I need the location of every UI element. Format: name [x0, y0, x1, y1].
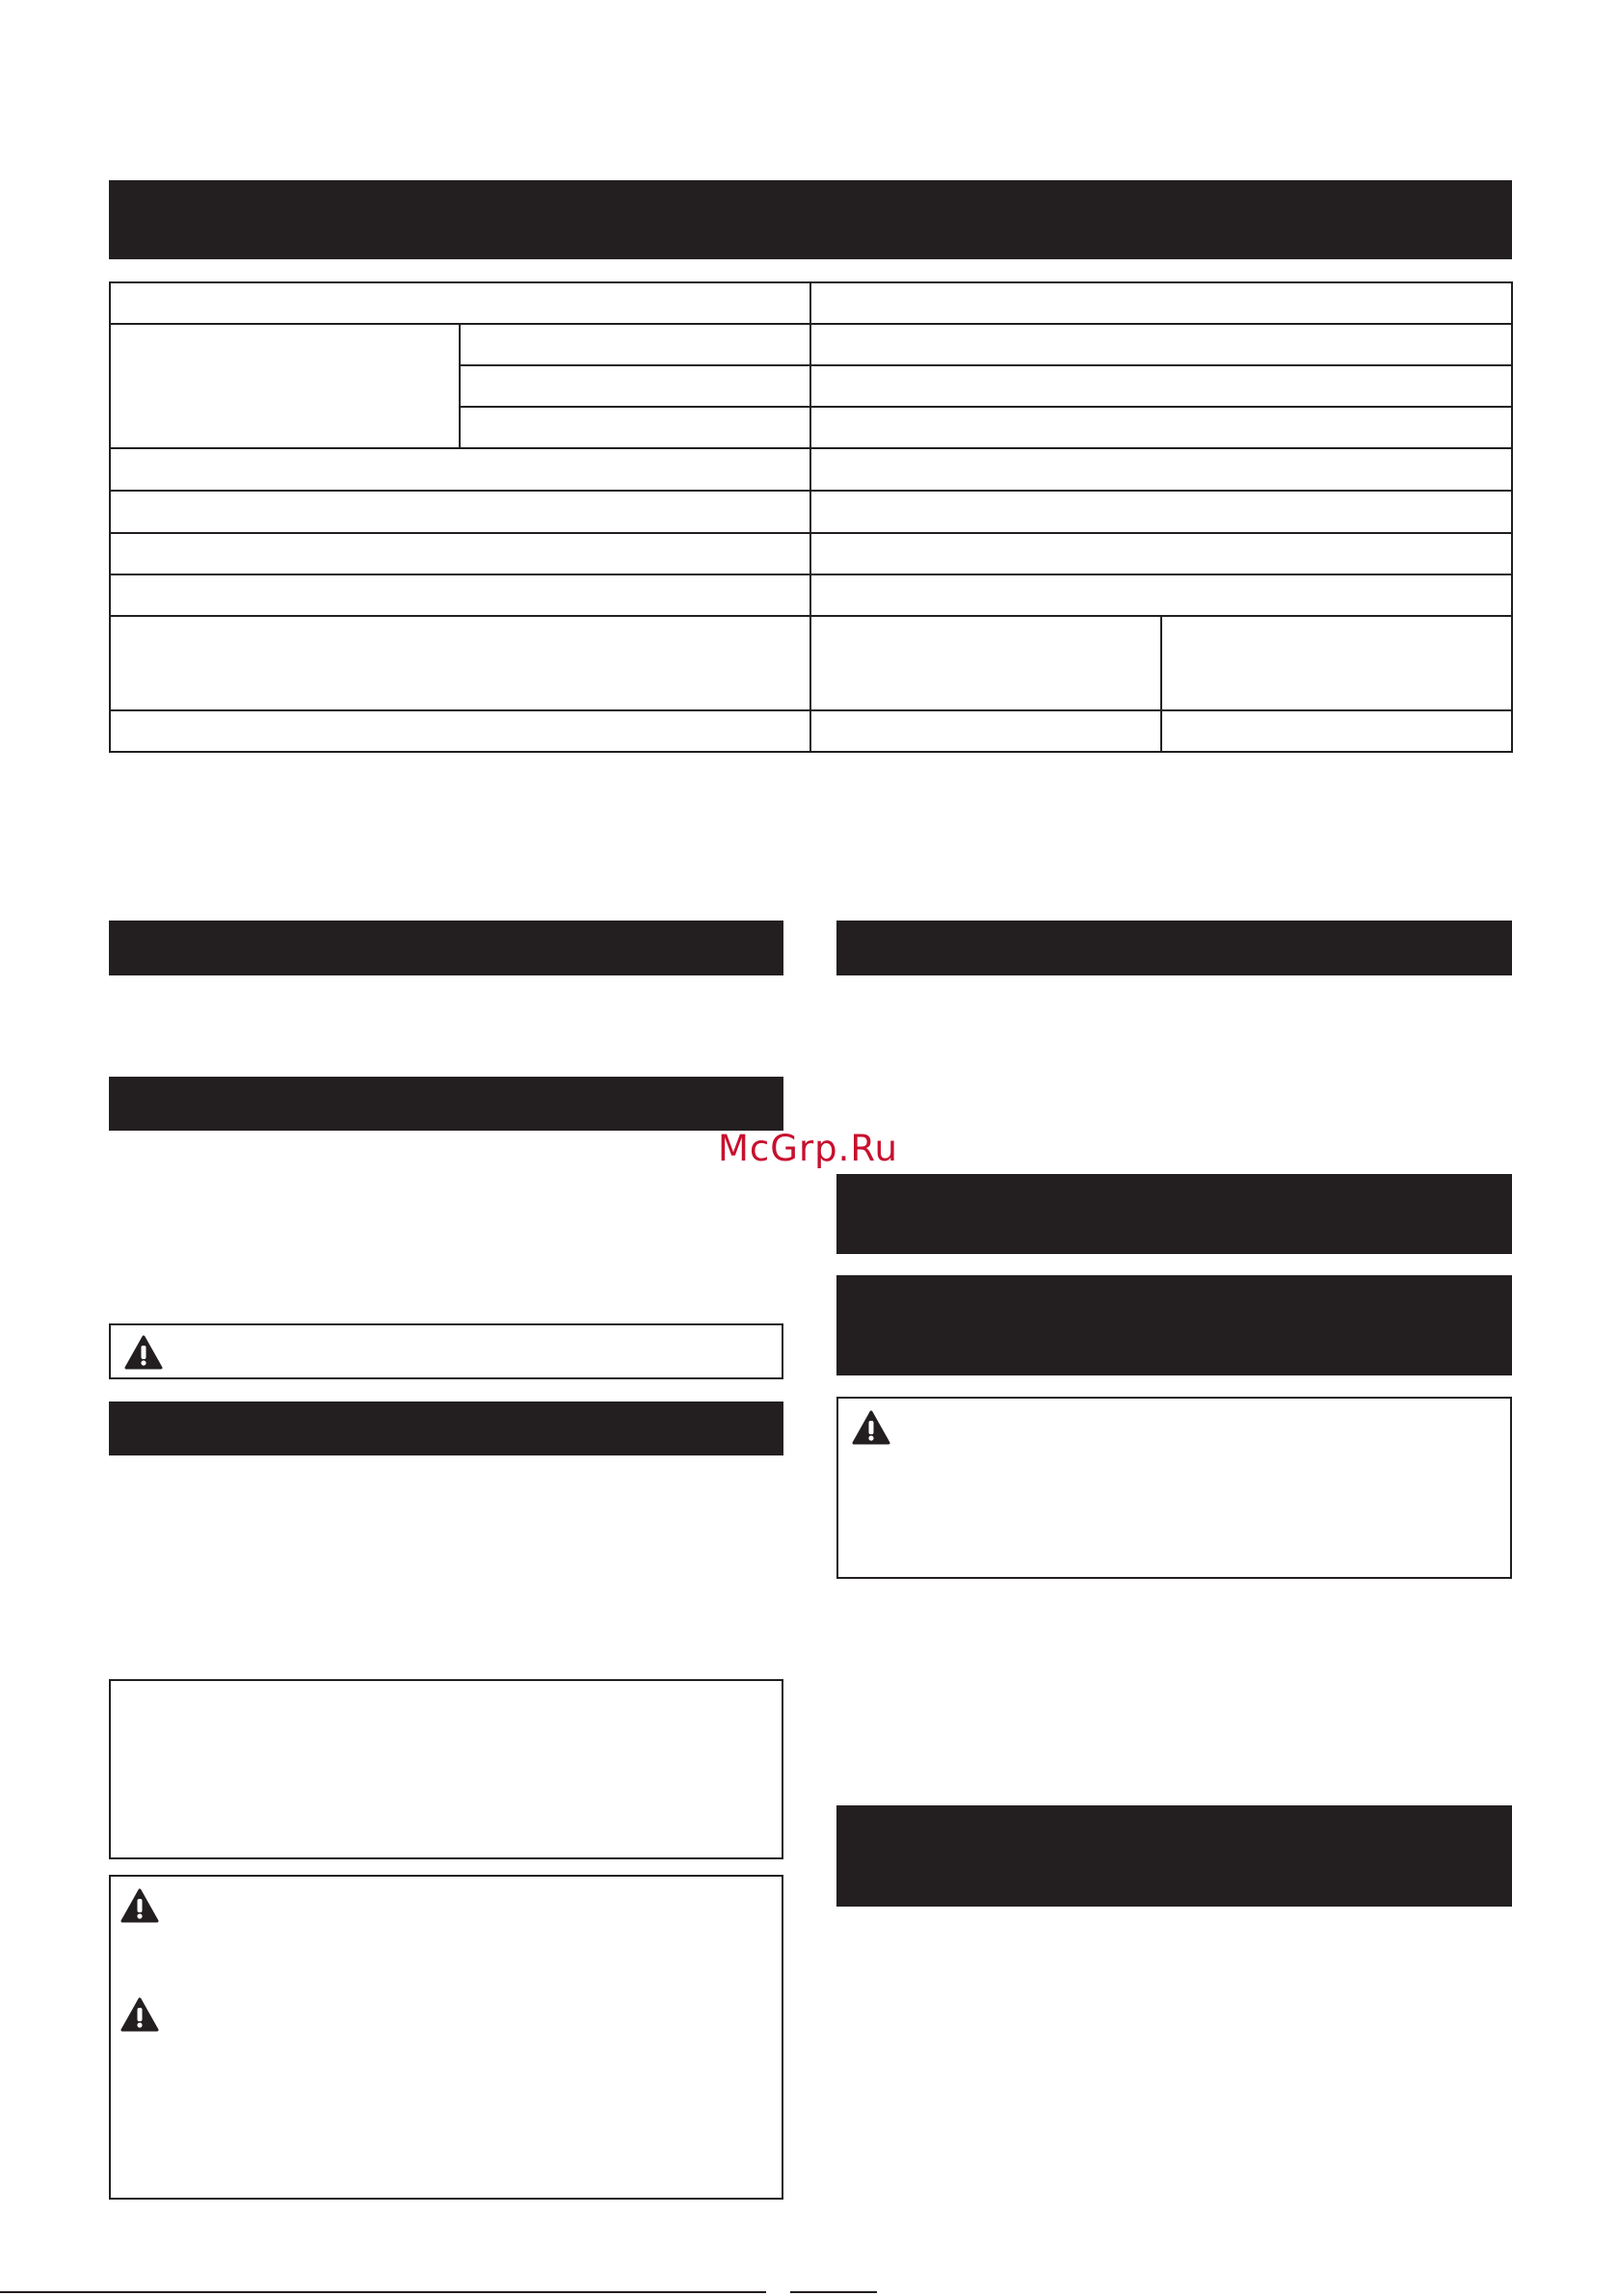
specifications-table [109, 281, 1513, 753]
table-row [110, 324, 1512, 365]
table-cell [810, 616, 1161, 710]
table-row [110, 616, 1512, 710]
table-cell [810, 324, 1512, 365]
left-section-header-3 [109, 1402, 783, 1455]
table-cell [110, 324, 460, 448]
table-cell [810, 533, 1512, 574]
right-section-header-2 [836, 1174, 1512, 1254]
footer-rule [790, 2291, 877, 2293]
watermark: McGrp.Ru [718, 1128, 898, 1169]
table-cell [810, 407, 1512, 448]
warning-box-2 [109, 1875, 783, 2200]
right-section-header-3 [836, 1275, 1512, 1375]
warning-triangle-icon [120, 1997, 159, 2032]
table-cell [810, 365, 1512, 407]
table-cell [110, 448, 810, 491]
table-cell [810, 710, 1161, 752]
warning-triangle-icon [124, 1335, 163, 1370]
warning-triangle-icon [852, 1410, 890, 1445]
table-cell [110, 491, 810, 533]
warning-box-1 [109, 1323, 783, 1379]
table-row [110, 282, 1512, 324]
table-cell [1161, 710, 1512, 752]
table-cell [810, 282, 1512, 324]
table-row [110, 448, 1512, 491]
left-section-header-1 [109, 921, 783, 975]
table-cell [110, 616, 810, 710]
table-cell [460, 407, 810, 448]
table-cell [460, 324, 810, 365]
note-box [109, 1679, 783, 1859]
table-row [110, 533, 1512, 574]
table-cell [460, 365, 810, 407]
table-cell [810, 448, 1512, 491]
warning-triangle-icon [120, 1888, 159, 1923]
table-row [110, 491, 1512, 533]
table-cell [110, 710, 810, 752]
footer-rule [0, 2291, 766, 2293]
table-row [110, 710, 1512, 752]
warning-box-3 [836, 1397, 1512, 1579]
left-section-header-2 [109, 1077, 783, 1131]
table-cell [110, 574, 810, 616]
table-cell [810, 574, 1512, 616]
table-cell [1161, 616, 1512, 710]
specifications-header-bar [109, 180, 1512, 259]
right-section-header-4 [836, 1805, 1512, 1907]
table-cell [810, 491, 1512, 533]
table-cell [110, 282, 810, 324]
right-section-header-1 [836, 921, 1512, 975]
table-cell [110, 533, 810, 574]
table-row [110, 574, 1512, 616]
